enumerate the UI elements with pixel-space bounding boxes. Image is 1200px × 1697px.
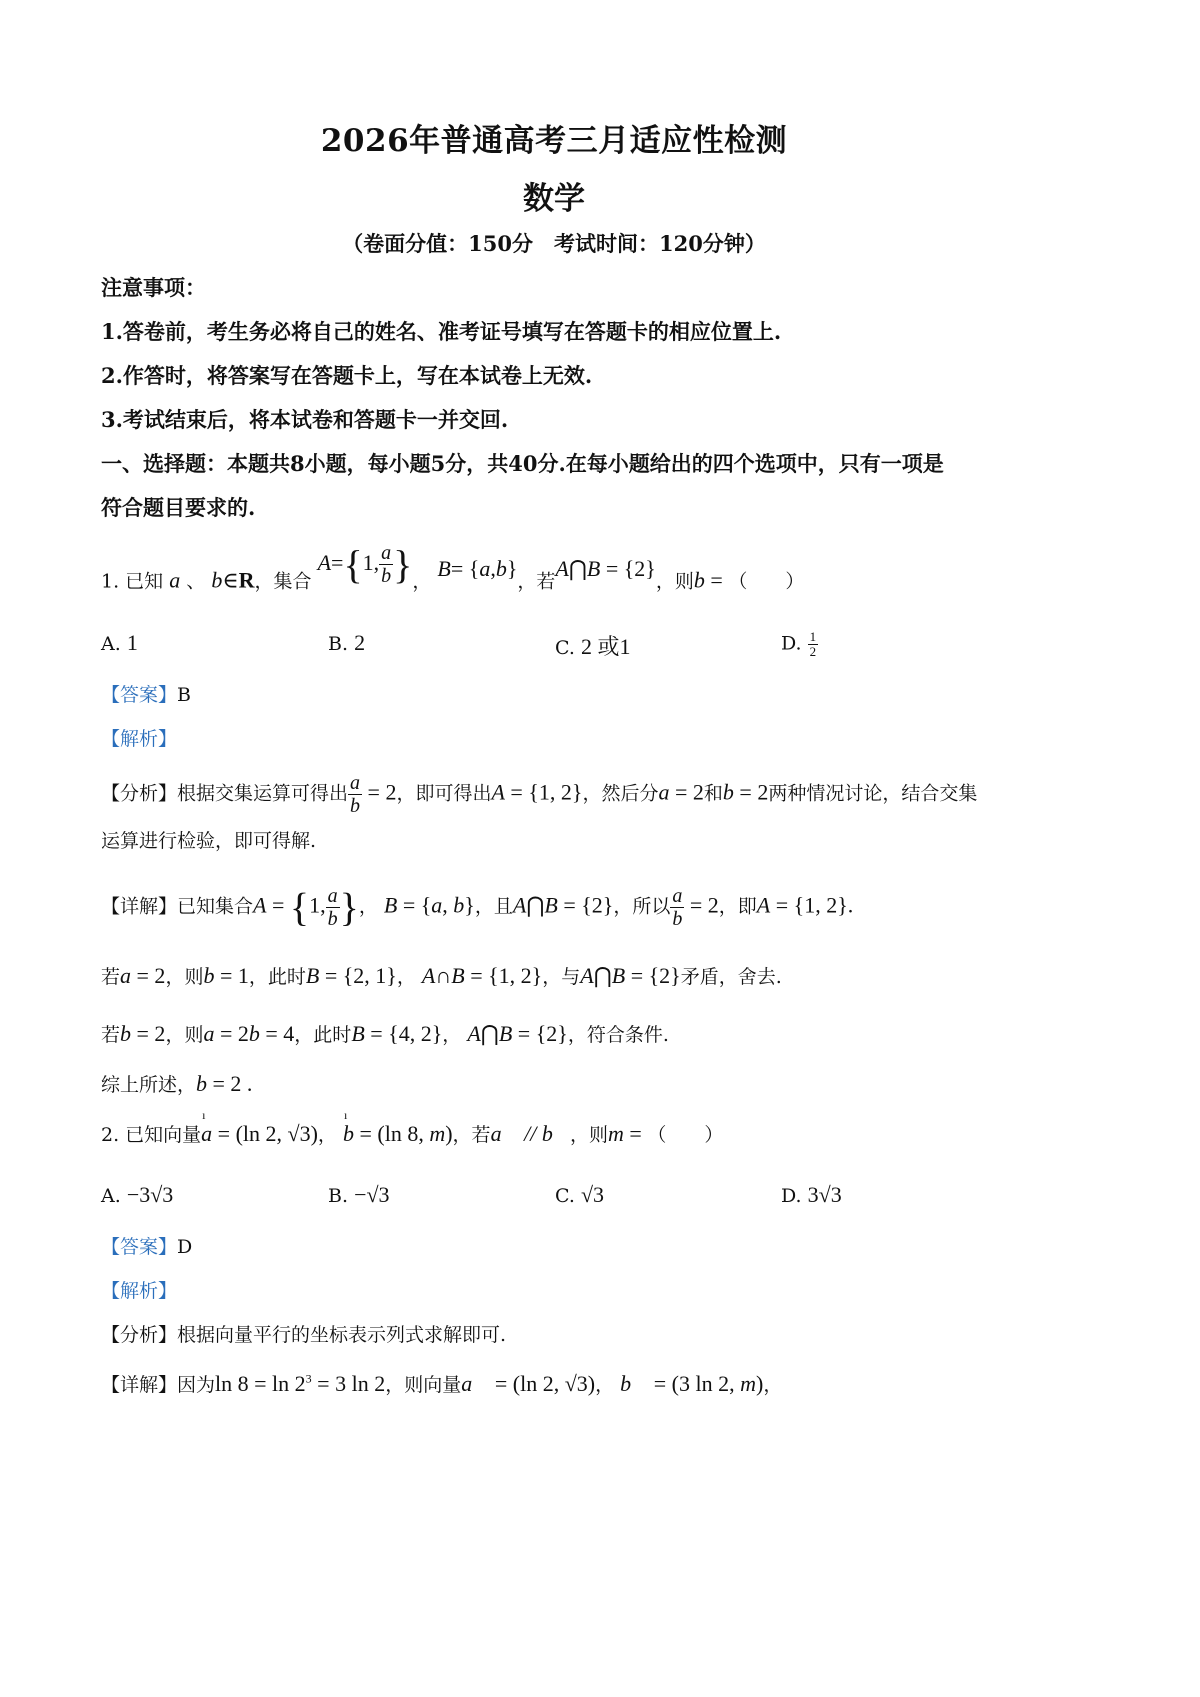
analysis-tag: 【解析】 — [101, 728, 178, 750]
analysis-tag: 【解析】 — [101, 1280, 178, 1302]
question-2-stem: 2. 已知向量 ı a = (ln 2, √3)， ı b = (ln 8, m)，若a⃗ // b⃗，则m = （ ） — [101, 1108, 724, 1146]
exam-info: （卷面分值：150分 考试时间：120分钟） — [342, 231, 766, 256]
subject-title: 数学 — [523, 181, 585, 217]
notice-item: 3.考试结束后，将本试卷和答题卡一并交回. — [101, 407, 509, 432]
notice-heading: 注意事项： — [101, 275, 206, 300]
option-a: A. 1 — [101, 630, 138, 655]
solution-text: 【详解】已知集合A = {1, $\frac{a}{b}$ }， B = {a, b}，且A⋂B = {2}，所以 $\frac{a}{b}$ = 2，即A = {1, 2}. — [101, 884, 854, 930]
solution-summary: 综上所述，b = 2 . — [101, 1071, 253, 1096]
answer-line: 【答案】D — [101, 1236, 193, 1258]
analysis-text: 【分析】根据向量平行的坐标表示列式求解即可. — [101, 1324, 507, 1346]
page-title: 2026年普通高考三月适应性检测 — [320, 123, 788, 159]
analysis-text-cont: 运算进行检验，即可得解. — [101, 830, 317, 852]
question-1-stem: 1. 已知 a 、 b∈R，集合 A={1, $\frac{a}{b}$ }， B= {a,b}，若A⋂B = {2}，则b = （ ） — [101, 541, 805, 593]
section-heading: 一、选择题：本题共8小题，每小题5分，共40分.在每小题给出的四个选项中，只有一项是 — [101, 451, 944, 476]
section-heading-cont: 符合题目要求的. — [101, 495, 256, 520]
solution-case-1: 若a = 2，则b = 1，此时B = {2, 1}， A∩B = {1, 2}，与A⋂B = {2}矛盾，舍去. — [101, 963, 782, 988]
solution-case-2: 若b = 2，则a = 2b = 4，此时B = {4, 2}， A⋂B = {2}，符合条件. — [101, 1021, 669, 1046]
option-d: D. 3√3 — [781, 1182, 842, 1207]
notice-item: 2.作答时，将答案写在答题卡上，写在本试卷上无效. — [101, 363, 593, 388]
solution-text: 【详解】因为$\ln 8 = \ln 2^3 = 3$ ln 2，则向量a⃗ = (ln 2, √3)， b⃗ = (3 ln 2, m)， — [101, 1371, 783, 1396]
option-d: D. $\frac{1}{2}$ — [781, 629, 817, 659]
option-c: C. √3 — [555, 1182, 605, 1207]
option-a: A. −3√3 — [101, 1182, 174, 1207]
option-b: B. −√3 — [328, 1182, 390, 1207]
option-c: C. 2 或1 — [555, 634, 631, 659]
analysis-text: 【分析】根据交集运算可得出 $\frac{a}{b}$ = 2，即可得出A = {1, 2}，然后分a = 2和b = 2两种情况讨论，结合交集 — [101, 772, 978, 817]
answer-line: 【答案】B — [101, 684, 191, 706]
notice-item: 1.答卷前，考生务必将自己的姓名、准考证号填写在答题卡的相应位置上. — [101, 319, 782, 344]
option-b: B. 2 — [328, 630, 366, 655]
